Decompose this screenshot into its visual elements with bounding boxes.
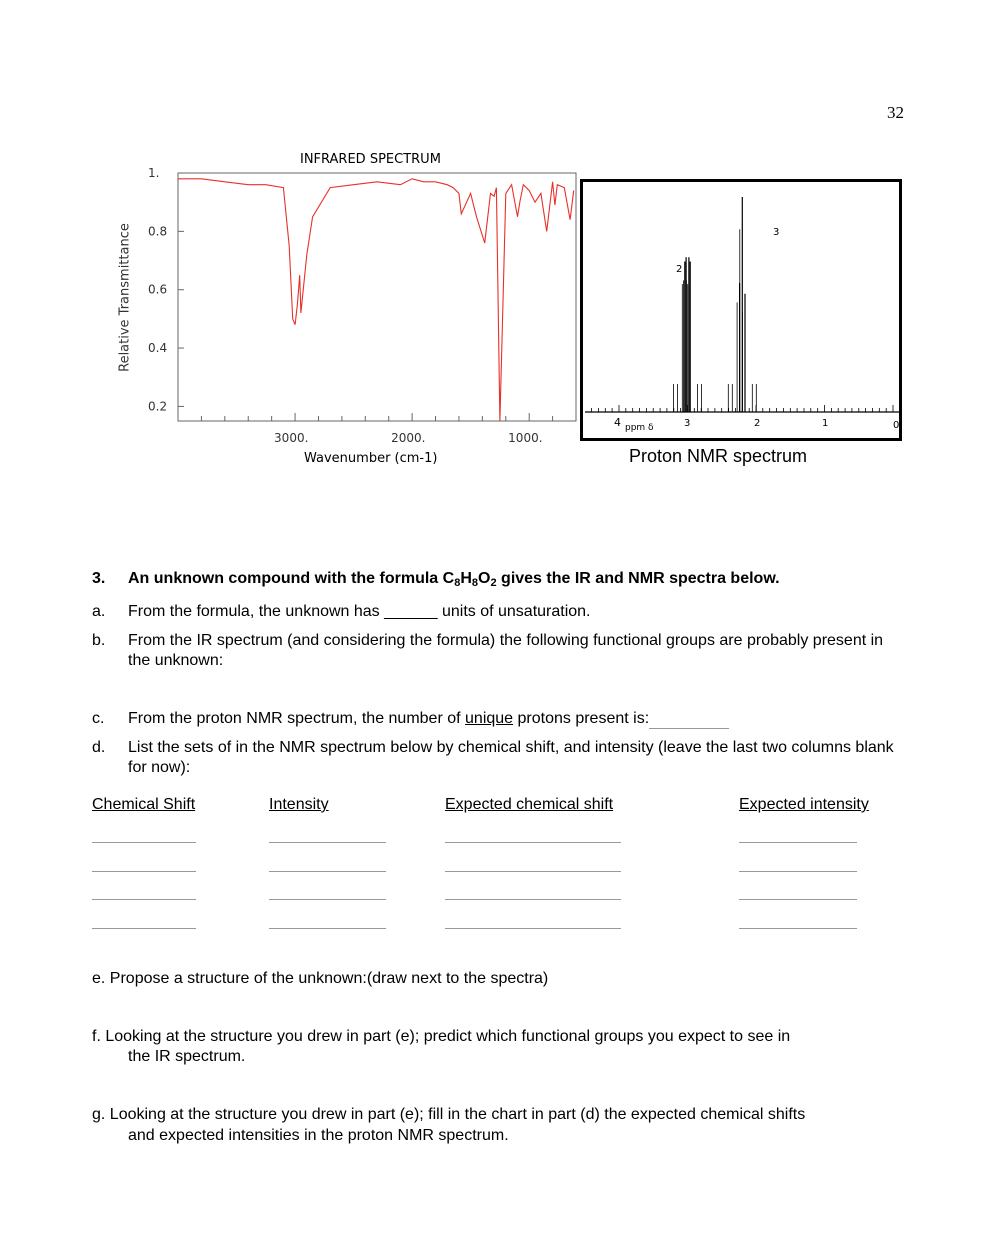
- ir-chart: [117, 160, 590, 450]
- answer-blank[interactable]: [269, 928, 386, 929]
- answer-blank[interactable]: [445, 899, 621, 900]
- nmr-axis-1: 1: [822, 418, 829, 429]
- ir-xtick-label: 2000.: [391, 431, 426, 445]
- header-expected-intensity: Expected intensity: [739, 796, 869, 813]
- ir-series-line: [178, 179, 574, 421]
- ir-ytick-label: 1.: [148, 166, 160, 180]
- question-3f-line1: f. Looking at the structure you drew in part (e); predict which functional groups you expect to see in: [92, 1028, 791, 1045]
- question-3g-line2: and expected intensities in the proton NMR spectrum.: [128, 1127, 509, 1144]
- header-chemical-shift: Chemical Shift: [92, 796, 196, 813]
- page-number: 32: [887, 103, 904, 122]
- ir-xlabel: Wavenumber (cm-1): [304, 451, 438, 466]
- nmr-caption: Proton NMR spectrum: [629, 446, 808, 466]
- nmr-frame: [580, 179, 902, 441]
- question-3e: e. Propose a structure of the unknown:(draw next to the spectra): [92, 970, 549, 987]
- ir-title: INFRARED SPECTRUM: [300, 152, 441, 167]
- ir-ytick-label: 0.2: [148, 399, 168, 414]
- nmr-chart: [583, 182, 899, 438]
- ir-ylabel: Relative Transmittance: [117, 223, 133, 372]
- nmr-peak-label-2: 2: [676, 264, 683, 275]
- answer-blank[interactable]: [269, 842, 386, 843]
- answer-blank[interactable]: [92, 842, 196, 843]
- answer-blank[interactable]: [92, 871, 196, 872]
- nmr-axis-3: 3: [684, 418, 691, 429]
- nmr-axis-0: 0: [893, 420, 899, 431]
- answer-blank[interactable]: [445, 871, 621, 872]
- answer-blank[interactable]: [92, 899, 196, 900]
- answer-blank[interactable]: [739, 842, 857, 843]
- answer-blank[interactable]: [269, 899, 386, 900]
- ir-ytick-label: 0.8: [148, 224, 168, 239]
- answer-blank[interactable]: [739, 871, 857, 872]
- ir-xtick-label: 3000.: [274, 431, 309, 445]
- header-expected-shift: Expected chemical shift: [445, 796, 614, 813]
- answer-blank[interactable]: [739, 899, 857, 900]
- question-3g-line1: g. Looking at the structure you drew in part (e); fill in the chart in part (d) the expected chemical shifts: [92, 1106, 806, 1123]
- nmr-axis-ppm: ppm δ: [625, 423, 654, 433]
- answer-blank[interactable]: [269, 871, 386, 872]
- question-3f-line2: the IR spectrum.: [128, 1048, 246, 1065]
- nmr-peak-label-3: 3: [773, 227, 780, 238]
- header-intensity: Intensity: [269, 796, 329, 813]
- answer-blank[interactable]: [739, 928, 857, 929]
- ir-ytick-label: 0.6: [148, 282, 168, 297]
- unique-protons-blank[interactable]: [649, 712, 729, 729]
- ir-xtick-label: 1000.: [508, 431, 543, 445]
- answer-blank[interactable]: [92, 928, 196, 929]
- answer-blank[interactable]: [445, 842, 621, 843]
- nmr-axis-2: 2: [754, 418, 761, 429]
- nmr-axis-4: 4: [614, 416, 621, 429]
- ir-ytick-label: 0.4: [148, 341, 168, 356]
- answer-blank[interactable]: [445, 928, 621, 929]
